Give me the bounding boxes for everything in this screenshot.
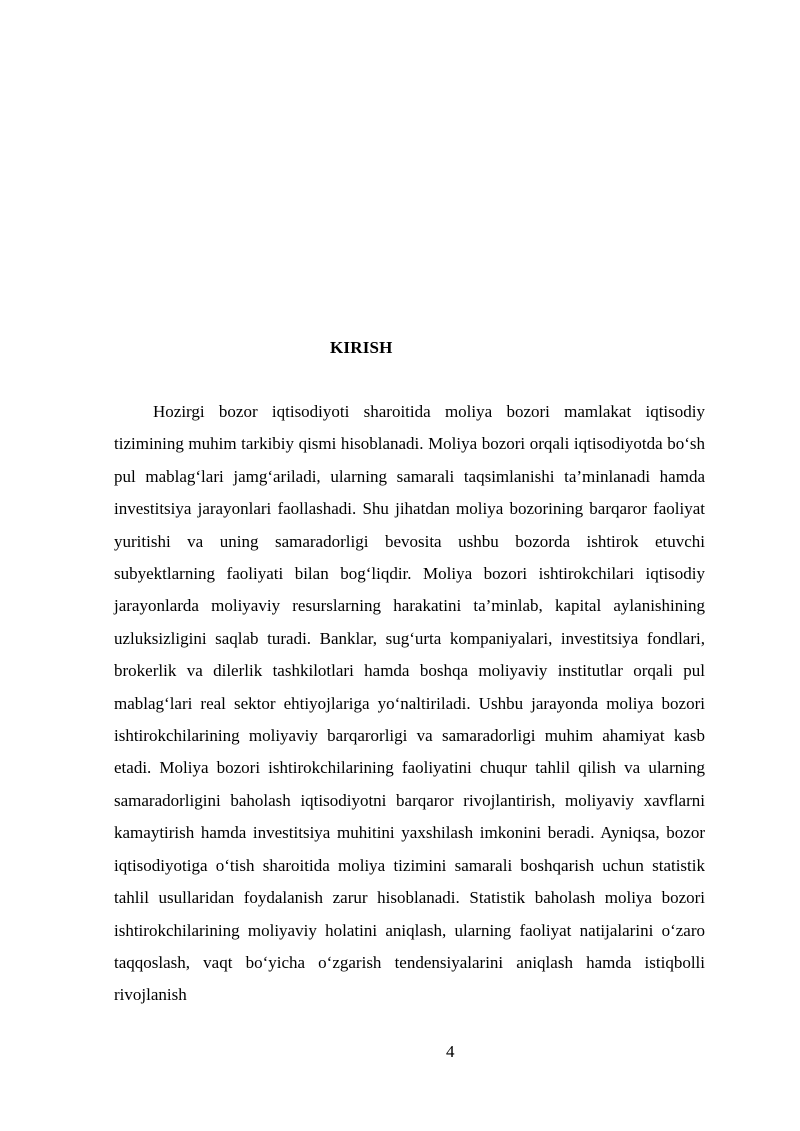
body-paragraph: Hozirgi bozor iqtisodiyoti sharoitida moliya bozori mamlakat iqtisodiy tizimining muhim tarkibiy qismi hisoblanadi. Moliya bozori orqali iqtisodiyotda bo‘sh pul mablag‘lari jamg‘ariladi, ularning samarali taqsimlanishi ta’minlanadi hamda investitsiya jarayonlari faollashadi. Shu jihatdan moliya bozorining barqaror faoliyat yuritishi va uning samaradorligi bevosita ushbu bozorda ishtirok etuvchi subyektlarning faoliyati bilan bog‘liqdir. Moliya bozori ishtirokchilari iqtisodiy jarayonlarda moliyaviy resurslarning harakatini ta’minlab, kapital aylanishining uzluksizligini saqlab turadi. Banklar, sug‘urta kompaniyalari, investitsiya fondlari, brokerlik va dilerlik tashkilotlari hamda boshqa moliyaviy institutlar orqali pul mablag‘lari real sektor ehtiyojlariga yo‘naltiriladi. Ushbu jarayonda moliya bozori ishtirokchilarining moliyaviy barqarorligi va samaradorligi muhim ahamiyat kasb etadi. Moliya bozori ishtirokchilarining faoliyatini chuqur tahlil qilish va ularning samaradorligini baholash iqtisodiyotni barqaror rivojlantirish, moliyaviy xavflarni kamaytirish hamda investitsiya muhitini yaxshilash imkonini beradi. Ayniqsa, bozor iqtisodiyotiga o‘tish sharoitida moliya tizimini samarali boshqarish uchun statistik tahlil usullaridan foydalanish zarur hisoblanadi. Statistik baholash moliya bozori ishtirokchilarining moliyaviy holatini aniqlash, ularning faoliyat natijalarini o‘zaro taqqoslash, vaqt bo‘yicha o‘zgarish tendensiyalarini aniqlash hamda istiqbolli rivojlanish (114, 402, 705, 1005)
page-number: 4 (446, 1042, 455, 1061)
section-heading: KIRISH (330, 338, 393, 357)
